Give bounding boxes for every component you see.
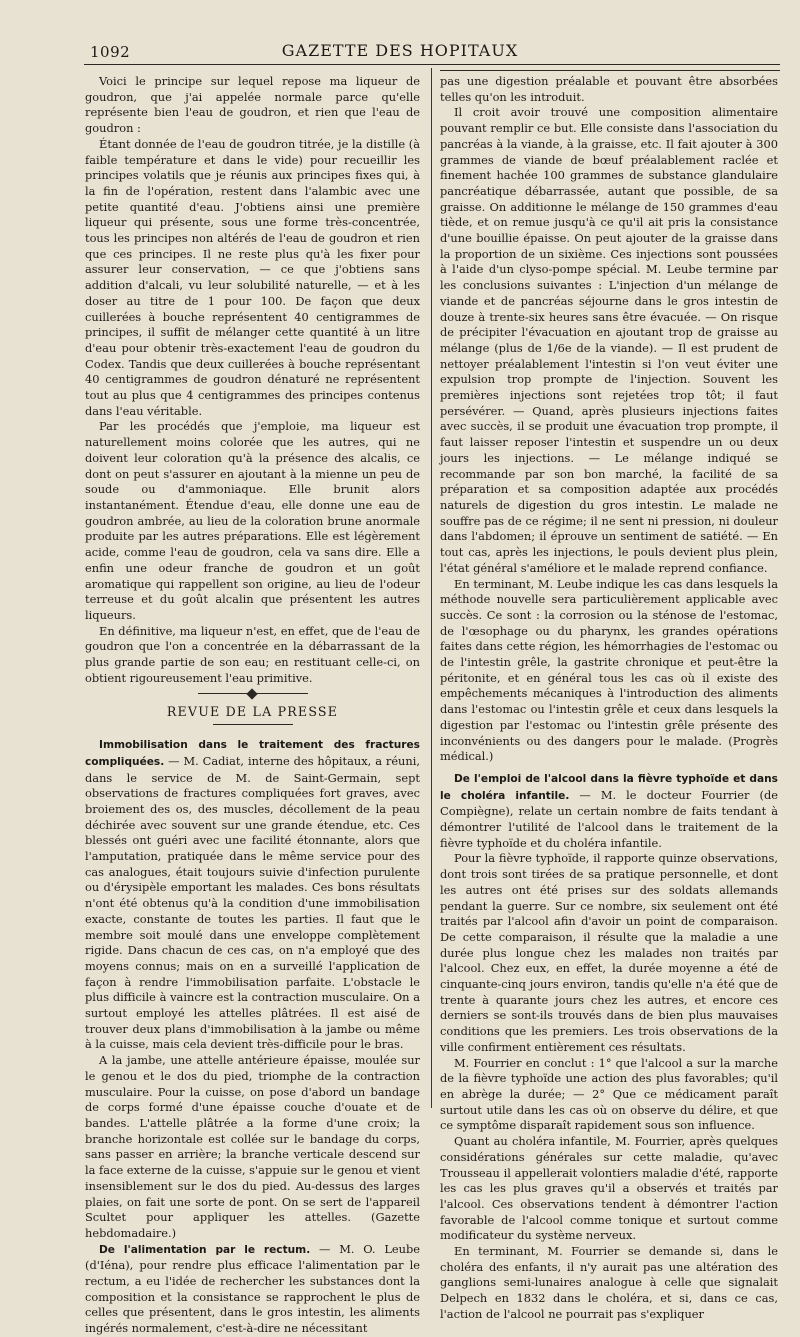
paragraph: Quant au choléra infantile, M. Fourrier, après quelques considérations générales sur cette maladie, qu'avec Trousseau il appellerait volontiers maladie d'été, rapporte les cas les plus graves qu'il a observés et traités par l'alcool. Ces observations tendent à démontrer l'action favorable de l'alcool comme tonique et surtout comme modificateur du système nerveux. (440, 1134, 778, 1243)
article-paragraph (85, 737, 420, 1053)
article-paragraph (85, 1242, 420, 1337)
article-heading: De l'emploi de l'alcool dans la fièvre typhoïde et dans le choléra infantile. (440, 772, 778, 802)
page-header (0, 0, 800, 62)
paragraph: Étant donnée de l'eau de goudron titrée, je la distille (à faible température et dans le vide) pour recueillir les principes volatils que je réunis aux principes fixes qui, à la fin de l'opération, restent dans l'alambic avec une petite quantité d'eau. J'obtiens ainsi une première liqueur qui présente, sous une forme très-concentrée, tous les principes non altérés de l'eau de goudron et rien que ces principes. Il ne reste plus qu'à les fixer pour assurer leur conservation, — ce que j'obtiens sans addition d'alcali, vu leur solubilité naturelle, — et à les doser au titre de 1 pour 100. De façon que deux cuillerées à bouche représentent 40 centigrammes de principes, il suffit de mélanger cette quantité à un litre d'eau pour obtenir très-exactement l'eau de goudron du Codex. Tandis que deux cuillerées à bouche représentant 40 centigrammes de goudron dénaturé ne représentent tout au plus que 4 centigrammes des principes contenus dans l'eau véritable. (85, 136, 420, 418)
section-rule (213, 724, 293, 725)
page-number: 1092 (90, 43, 131, 61)
article-text: — M. le docteur Fourrier (de Compiègne), relate un certain nombre de faits tendant à démontrer l'utilité de l'alcool dans le traitement de la fièvre typhoïde et du choléra infantile. (440, 787, 778, 850)
article-text: — M. Cadiat, interne des hôpitaux, a réuni, dans le service de M. de Saint-Germain, sept observations de fractures compliquées fort graves, avec broiement des os, des muscles, décollement de la peau déchirée avec souvent sur une grande étendue, etc. Ces blessés ont guéri avec une facilité étonnante, alors que l'amputation, pratiquée dans le même service pour des cas analogues, était toujours suivie d'infection purulente ou d'érysipèle emportant les malades. Ces bons résultats n'ont été obtenus qu'à la condition d'une immobilisation exacte, constante de toutes les parties. Il faut que le membre soit moulé dans une enveloppe complètement rigide. Dans chacun de ces cas, on n'a employé que des moyens connus; mais on en a surveillé l'application de façon à rendre l'immobilisation parfaite. L'obstacle le plus difficile à vaincre est la contraction musculaire. On a surtout employé les attelles plâtrées. Il est aisé de trouver deux plans d'immobilisation à la jambe ou même à la cuisse, mais cela devient très-difficile pour le bras. (85, 753, 420, 1052)
paragraph: Pour la fièvre typhoïde, il rapporte quinze observations, dont trois sont tirées de sa pratique personnelle, et dont les autres ont été prises sur des soldats allemands pendant la guerre. Sur ce nombre, six seulement ont été traités par l'alcool afin d'avoir un point de comparaison. De cette comparaison, il résulte que la maladie a une durée plus longue chez les malades non traités par l'alcool. Chez eux, en effet, la durée moyenne a été de cinquante-cinq jours environ, tandis qu'elle n'a été que de trente à quarante jours chez les autres, et encore ces derniers se sont-ils trouvés dans de bien plus mauvaises conditions que les premiers. Les trois observations de la ville confirment entièrement ces résultats. (440, 851, 778, 1054)
header-rule-secondary (440, 70, 780, 71)
article-heading: De l'alimentation par le rectum. (99, 1243, 311, 1256)
journal-title: GAZETTE DES HOPITAUX (281, 41, 519, 60)
paragraph: Par les procédés que j'emploie, ma liqueur est naturellement moins colorée que les autres, qui ne doivent leur coloration qu'à la présence des alcalis, ce dont on peut s'assurer en ajoutant à la mienne un peu de soude ou d'ammoniaque. Elle brunit alors instantanément. Étendue d'eau, elle donne une eau de goudron ambrée, au lieu de la coloration brune anormale produite par les autres préparations. Elle est légèrement acide, comme l'eau de goudron, cela va sans dire. Elle a enfin une odeur franche de goudron et un goût aromatique qui rappellent son origine, au lieu de l'odeur terreuse et du goût alcalin que présentent les autres liqueurs. (85, 419, 420, 622)
paragraph: En terminant, M. Fourrier se demande si, dans le choléra des enfants, il n'y aurait pas une altération des ganglions semi-lunaires analogue à celle que signalait Delpech en 1832 dans le choléra, et si, dans ce cas, l'action de l'alcool ne pourrait pas s'expliquer (440, 1244, 778, 1321)
article-heading: Immobilisation dans le traitement des fractures compliquées. (85, 739, 420, 768)
left-column (85, 74, 420, 1337)
ornamental-rule (198, 693, 308, 694)
section-title: REVUE DE LA PRESSE (166, 704, 339, 720)
column-divider (431, 68, 432, 1108)
paragraph: Il croit avoir trouvé une composition alimentaire pouvant remplir ce but. Elle consiste dans l'association du pancréas à la viande, à la graisse, etc. Il fait ajouter à 300 grammes de viande de bœuf préalablement raclée et finement hachée 100 grammes de substance glandulaire pancréatique débarrassée, autant que possible, de sa graisse. On additionne le mélange de 150 grammes d'eau tiède, et on remue jusqu'à ce qu'il ait pris la consistance d'une bouillie épaisse. On peut ajouter de la graisse dans la proportion de un sixième. Ces injections sont poussées à l'aide d'un clyso-pompe spécial. M. Leube termine par les conclusions suivantes : L'injection d'un mélange de viande et de pancréas séjourne dans le gros intestin de douze à trente-six heures sans être évacuée. — On risque de précipiter l'évacuation en ajoutant trop de graisse au mélange (plus de 1/6e de la viande). — Il est prudent de nettoyer préalablement l'intestin si l'on veut éviter une expulsion trop prompte de l'injection. Souvent les premières injections sont rejetées trop tôt; il faut persévérer. — Quand, après plusieurs injections faites avec succès, il se produit une évacuation trop prompte, il faut laisser reposer l'intestin et suspendre un ou deux jours les injections. — Le mélange indiqué se recommande par son bon marché, la facilité de sa préparation et sa composition adaptée aux procédés naturels de digestion du gros intestin. Le malade ne souffre pas de ce régime; il ne sent ni pression, ni douleur dans l'abdomen; il éprouve un sentiment de satiété. — En tout cas, après les injections, le pouls devient plus plein, l'état général s'améliore et le malade reprend confiance. (440, 105, 778, 575)
paragraph: pas une digestion préalable et pouvant être absorbées telles qu'on les introduit. (440, 74, 778, 104)
article-paragraph (440, 771, 778, 852)
article-text: — M. O. Leube (d'Iéna), pour rendre plus efficace l'alimentation par le rectum, a eu l'idée de rechercher les substances dont la composition et la consistance se rapprochent le plus de celles que présentent, dans le gros intestin, les aliments ingérés normalement, c'est-à-dire ne nécessitant (85, 1241, 420, 1336)
header-rule (84, 64, 780, 65)
paragraph: A la jambe, une attelle antérieure épaisse, moulée sur le genou et le dos du pied, triomphe de la contraction musculaire. Pour la cuisse, on pose d'abord un bandage de corps formé d'une épaisse couche d'ouate et de bandes. L'attelle plâtrée a la forme d'une croix; la branche horizontale est collée sur le bandage du corps, sans passer en arrière; la branche verticale descend sur la face externe de la cuisse, s'appuie sur le genou et vient insensiblement sur le dos du pied. Au-dessus des larges plaies, on fait une sorte de pont. On se sert de l'appareil Scultet pour appliquer les attelles. (Gazette hebdomadaire.) (85, 1053, 420, 1240)
right-column (440, 74, 778, 1323)
paragraph: M. Fourrier en conclut : 1° que l'alcool a sur la marche de la fièvre typhoïde une action des plus favorables; qu'il en abrège la durée; — 2° Que ce médicament paraît surtout utile dans les cas où on observe du délire, et que ce symptôme disparaît rapidement sous son influence. (440, 1055, 778, 1133)
paragraph: En définitive, ma liqueur n'est, en effet, que de l'eau de goudron que l'on a concentrée en la débarrassant de la plus grande partie de son eau; en restituant celle-ci, on obtient rigoureusement l'eau primitive. (85, 623, 420, 685)
paragraph: En terminant, M. Leube indique les cas dans lesquels la méthode nouvelle sera particulièrement applicable avec succès. Ce sont : la corrosion ou la sténose de l'estomac, de l'œsophage ou du pharynx, les grandes opérations faites dans cette région, les hémorrhagies de l'estomac ou de l'intestin grêle, la gastrite chronique et peut-être la péritonite, et en général tous les cas où il existe des empêchements mécaniques à l'introduction des aliments dans l'estomac ou l'intestin grêle et ceux dans lesquels la digestion par l'estomac ou l'intestin grêle présente des inconvénients ou des dangers pour le malade. (Progrès médical.) (440, 576, 778, 764)
paragraph: Voici le principe sur lequel repose ma liqueur de goudron, que j'ai appelée normale parce qu'elle représente bien l'eau de goudron, et rien que l'eau de goudron : (85, 74, 420, 136)
